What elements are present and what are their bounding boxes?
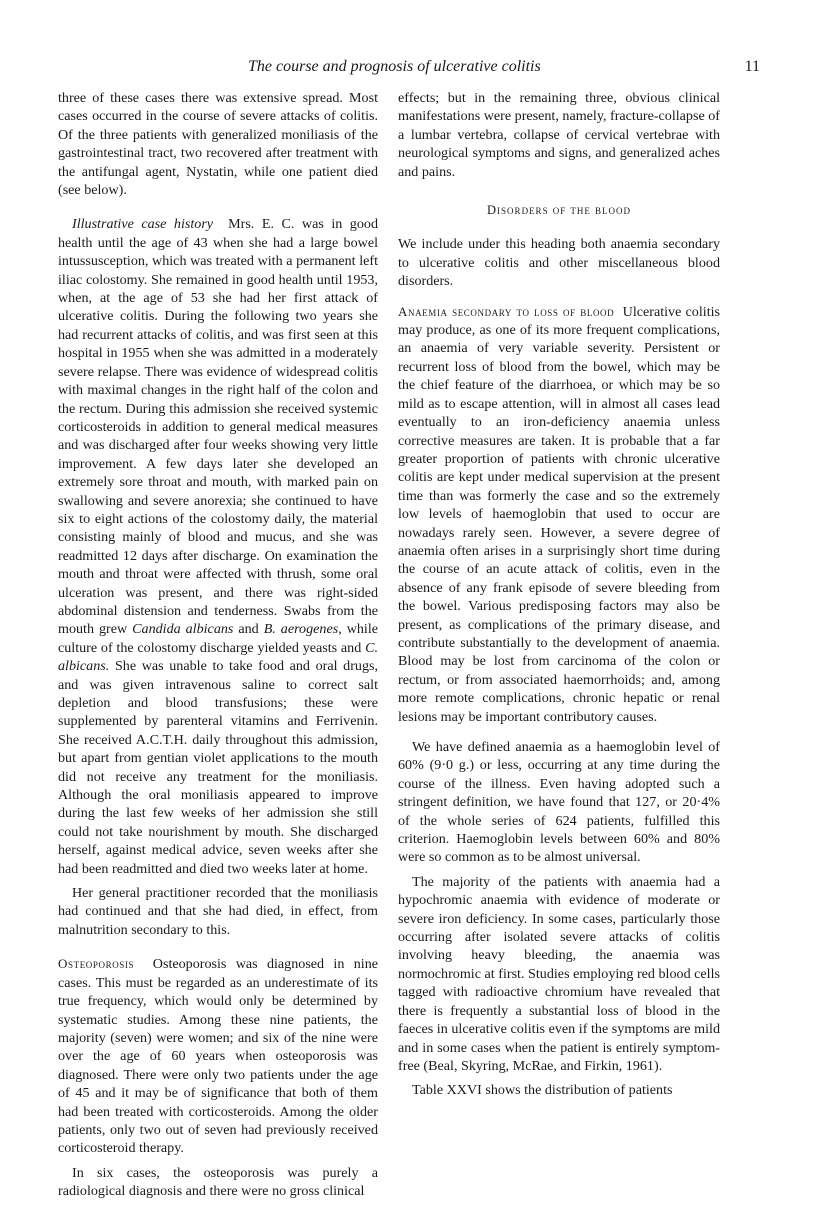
left-column (58, 89, 378, 1207)
majority-paragraph: The majority of the patients with anaemia had a hypochromic anaemia with evidence of moderate or severe iron deficiency. In some cases, particularly those occurring after isolated severe attacks of colitis involving heavy bleeding, the anaemia was normochromic at first. Studies employing red blood cells tagged with radioactive chromium have revealed that there is frequently a substantial loss of blood in the faeces in ulcerative colitis even if the symptoms are mild and in some cases when the patient is entirely symptom-free (Beal, Skyring, McRae, and Firkin, 1961). (398, 873, 720, 1074)
paragraph-spread: three of these cases there was extensive spread. Most cases occurred in the course of severe attacks of colitis. Of the three patients with generalized moniliasis of the gastrointestinal tract, two recovered after treatment with the antifungal agent, Nystatin, while one patient died (see below). (58, 90, 378, 199)
case-history-text-1: Mrs. E. C. was in good health until the age of 43 when she had a large bowel intussusception, which was treated with a permanent left iliac colostomy. She remained in good health until 1953, when, at the age of 53 she had her first attack of ulcerative colitis. During the following two years she had recurrent attacks of colitis, and was first seen at this hospital in 1955 when she was admitted in a moderately severe relapse. There was evidence of widespread colitis with maximal changes in the right half of the colon and the rectum. During this admission she received systemic corticosteroids in addition to general medical measures and was discharged after four weeks showing very little improvement. A few days later she developed an extremely sore throat and mouth, with marked pain on swallowing and severe anorexia; she continued to have six to eight actions of the colostomy daily, the material consisting mainly of blood and mucus, and she was readmitted 12 days after discharge. On examination the mouth and throat were affected with thrush, some oral ulceration was present, and there was right-sided abdominal distension and tenderness. Swabs from the mouth grew (58, 216, 378, 638)
osteoporosis-paragraph (58, 955, 378, 1157)
organism-aerogenes: B. aerogenes (263, 621, 339, 638)
include-paragraph: We include under this heading both anaemia secondary to ulcerative colitis and other miscellaneous blood disorders. (398, 236, 720, 290)
table-paragraph: Table XXVI shows the distribution of patients (412, 1082, 673, 1099)
running-title: The course and prognosis of ulcerative colitis (248, 58, 541, 75)
case-history-paragraph (58, 215, 378, 878)
anaemia-text: Ulcerative colitis may produce, as one of its more frequent complications, an anaemia of very variable severity. Persistent or recurrent loss of blood from the bowel, which may be the chief feature of the diarrhoea, or which may be so mild as to escape attention, will in almost all cases lead eventually to an iron-deficiency anaemia unless corrective measures are taken. It is probable that a far greater proportion of patients with chronic ulcerative colitis are kept under medical supervision at the present time than was formerly the case and so the extremely low levels of haemoglobin that used to occur are nowadays rarely seen. However, a severe degree of anaemia often arises in a surprisingly short time during the course of an acute attack of colitis, even in the absence of any frank episode of severe bleeding from the bowel. Various predisposing factors may also be present, as complications of the primary disease, and contribute substantially to the development of anaemia. Blood may be lost from carcinoma of the colon or rectum, or from associated haemorrhoids; and, among more remote complications, chronic hepatic or renal lesions may be important contributory causes. (398, 303, 721, 725)
case-history-text-3: She was unable to take food and oral drugs, and was given intravenous saline to correct salt depletion and blood transfusions; these were supplemented by parenteral vitamins and Ferrivenin. She received A.C.T.H. daily throughout this admission, but apart from gentian violet applications to the mouth did not receive any treatment for the moniliasis. Although the oral moniliasis appeared to improve during the last few weeks of her admission she still could not take nourishment by mouth. She discharged herself, against medical advice, seven weeks after she had been readmitted and died two weeks later at home. (58, 658, 378, 877)
gp-paragraph: Her general practitioner recorded that the moniliasis had continued and that she had died, in effect, from malnutrition secondary to this. (58, 885, 378, 938)
effects-paragraph: effects; but in the remaining three, obvious clinical manifestations were present, namely, fracture-collapse of a lumbar vertebra, collapse of cervical vertebrae with neurological symptoms and signs, and generalized aches and pains. (398, 90, 720, 180)
section-heading-blood: Disorders of the blood (487, 203, 631, 218)
osteoporosis-text: Osteoporosis was diagnosed in nine cases. This must be regarded as an underestimate of its true frequency, which would only be determined by systematic studies. Among these nine patients, the majority (seven) were women; and six of the nine were over the age of 60 years when osteoporosis was diagnosed. There were only two patients under the age of 45 and it may be of significance that both of them had been treated with corticosteroids. Among the older patients, only two out of seven had previously received corticosteroid therapy. (58, 956, 378, 1157)
page-number: 11 (744, 58, 760, 75)
osteoporosis-heading: Osteoporosis (58, 956, 135, 972)
anaemia-paragraph (398, 303, 720, 726)
anaemia-heading: Anaemia secondary to loss of blood (398, 303, 615, 319)
organism-candida: Candida albicans (132, 621, 234, 638)
case-history-text-2: , while culture of the colostomy discharge yielded yeasts and (58, 621, 378, 656)
defined-paragraph: We have defined anaemia as a haemoglobin level of 60% (9·0 g.) or less, occurring at any time during the course of the illness. Even having adopted such a stringent definition, we have found that 127, or 20·4% of the whole series of 624 patients, fulfilled this criterion. Haemoglobin levels between 60% and 80% were so common as to be almost universal. (398, 739, 720, 866)
running-header (58, 58, 760, 82)
and-word: and (238, 621, 259, 638)
case-history-heading: Illustrative case history (72, 216, 214, 233)
six-cases-paragraph: In six cases, the osteoporosis was purely a radiological diagnosis and there were no gross clinical (58, 1164, 378, 1200)
right-column (398, 89, 720, 1106)
organism-c-albicans: C. albicans. (58, 639, 378, 675)
